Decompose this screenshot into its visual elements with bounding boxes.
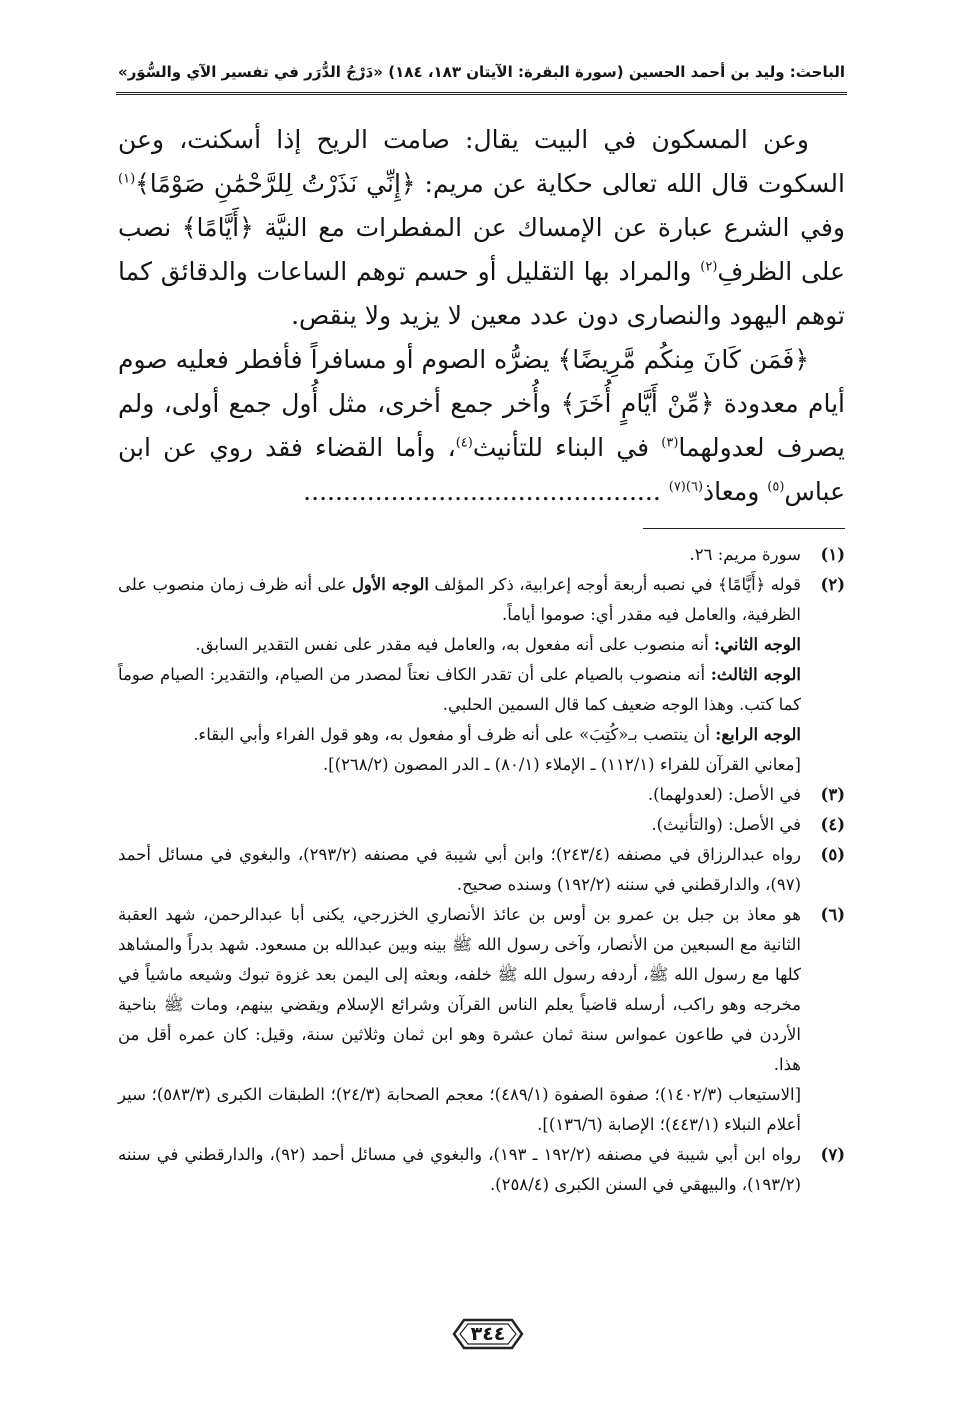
footnote-5 xyxy=(118,840,845,900)
footnote-text xyxy=(118,570,801,780)
header-divider xyxy=(116,92,847,98)
footnote-line: قوله ﴿أَيَّامًا﴾ في نصبه أربعة أوجه إعرابية، ذكر المؤلف الوجه الأول على أنه ظرف زمان منصوب على الظرفية، والعامل فيه مقدر أي: صوموا أياماً. xyxy=(118,575,801,624)
text-run: ، وأما القضاء فقد روي عن ابن عباس xyxy=(118,433,845,506)
footnote-4 xyxy=(118,810,845,840)
bold-term: الوجه الثاني: xyxy=(714,635,801,654)
quran-quote: ﴿أَيَّامًا﴾ xyxy=(181,213,254,242)
paragraph-1 xyxy=(118,118,845,338)
text-run: وعن المسكون في البيت يقال: صامت الريح إذا أسكنت، وعن السكوت قال الله تعالى حكاية عن مريم: xyxy=(118,125,845,198)
quran-quote: ﴿أَيَّامًا﴾ xyxy=(717,575,766,594)
text-run: وأُخر جمع أخرى، مثل أُول جمع أولى، ولم يصرف لعدولهما xyxy=(118,389,845,462)
footnote-ref[interactable]: (٤) xyxy=(455,435,473,451)
page-number: ٣٤٤ xyxy=(470,1323,506,1345)
text-run: وفي الشرع عبارة عن الإمساك عن المفطرات مع النيَّة xyxy=(253,213,846,242)
footnote-ref[interactable]: (٢) xyxy=(700,259,718,275)
text-run: في البناء للتأنيث xyxy=(472,433,662,462)
footnote-line: الوجه الثاني: أنه منصوب على أنه مفعول به، والعامل فيه مقدر على نفس التقدير السابق. xyxy=(195,635,801,654)
footnote-ref[interactable]: (٣) xyxy=(661,435,679,451)
header-surah: (سورة البقرة: الآيتان ١٨٣، ١٨٤) xyxy=(388,63,624,81)
footnote-7 xyxy=(118,1140,845,1200)
footnote-number: (١) xyxy=(820,545,845,564)
footnote-number: (٧) xyxy=(820,1145,845,1164)
footnote-ref[interactable]: (٧) xyxy=(668,479,686,495)
footnote-number: (٦) xyxy=(820,905,845,924)
bold-term: الوجه الأول xyxy=(351,575,429,594)
paragraph-2 xyxy=(118,338,845,514)
footnote-text: سورة مريم: ٢٦. xyxy=(689,545,801,564)
footnote-ref[interactable]: (١) xyxy=(118,171,136,187)
footnote-number: (٢) xyxy=(820,575,845,594)
footnote-line: الوجه الثالث: أنه منصوب بالصيام على أن تقدر الكاف نعتاً لمصدر من الصيام، والتقدير: الصيام صوماً كما كتب. وهذا الوجه ضعيف كما قال السمين الحلبي. xyxy=(118,665,801,714)
main-text xyxy=(118,118,845,514)
footnote-line: الوجه الرابع: أن ينتصب بـ«كُتِبَ» على أنه ظرف أو مفعول به، وهو قول الفراء وأبي البقاء. xyxy=(193,725,801,744)
footnotes xyxy=(118,540,845,1200)
text-run: نصب على الظرفِ xyxy=(118,213,845,286)
quran-quote: ﴿مِّنْ أَيَّامٍ أُخَرَ﴾ xyxy=(560,389,715,418)
footnote-number: (٥) xyxy=(820,845,845,864)
running-header xyxy=(118,52,845,92)
footnote-text: في الأصل: (والتأنيث). xyxy=(651,815,801,834)
footnote-3 xyxy=(118,780,845,810)
footnote-ref[interactable]: (٥) xyxy=(767,479,785,495)
text-run: والمراد بها التقليل أو حسم توهم الساعات والدقائق كما توهم اليهود والنصارى دون عدد معين لا يزيد ولا ينقص. xyxy=(118,257,845,330)
footnote-refs: [معاني القرآن للفراء (١١٢/١) ـ الإملاء (٨٠/١) ـ الدر المصون (٢٦٨/٢)]. xyxy=(322,755,801,774)
text-run: يضرُّه الصوم أو مسافراً فأفطر فعليه صوم أيام معدودة xyxy=(118,345,845,418)
footnote-number: (٣) xyxy=(820,785,845,804)
footnote-separator xyxy=(643,528,845,529)
header-author: الباحث: وليد بن أحمد الحسين xyxy=(628,63,845,81)
footnote-1 xyxy=(118,540,845,570)
text-run: ومعاذ xyxy=(703,477,768,506)
footnote-text xyxy=(118,900,801,1140)
bold-term: الوجه الرابع: xyxy=(715,725,801,744)
footnote-text: رواه ابن أبي شيبة في مصنفه (١٩٢/٢ ـ ١٩٣)، والبغوي في مسائل أحمد (٩٢)، والدارقطني في سننه (١٩٣/٢)، والبيهقي في السنن الكبرى (٢٥٨/٤). xyxy=(118,1145,802,1194)
footnote-2 xyxy=(118,570,845,780)
footnote-text: في الأصل: (لعدولهما). xyxy=(647,785,801,804)
footnote-ref[interactable]: (٦) xyxy=(685,479,704,495)
bold-term: الوجه الثالث: xyxy=(710,665,801,684)
quran-quote: ﴿إِنِّي نَذَرْتُ لِلرَّحْمَٰنِ صَوْمًا﴾ xyxy=(135,169,416,198)
page-number-ornament xyxy=(448,1314,528,1354)
footnote-text: رواه عبدالرزاق في مصنفه (٢٤٣/٤)؛ وابن أبي شيبة في مصنفه (٢٩٣/٢)، والبغوي في مسائل أحمد (٩٧)، والدارقطني في سننه (١٩٢/٢) وسنده صحيح. xyxy=(118,845,802,894)
header-book-title: «دَرْجُ الدُّرَر في تفسير الآي والسُّوَر» xyxy=(118,63,383,81)
quran-quote: ﴿فَمَن كَانَ مِنكُم مَّرِيضًا﴾ xyxy=(557,345,809,374)
footnote-6 xyxy=(118,900,845,1140)
footnote-number: (٤) xyxy=(820,815,845,834)
footnote-refs: [الاستيعاب (١٤٠٢/٣)؛ صفوة الصفوة (٤٨٩/١)؛ معجم الصحابة (٢٤/٣)؛ الطبقات الكبرى (٥٨٣/٣)؛ سير أعلام النبلاء (٤٤٣/١)؛ الإصابة (١٣٦/٦)]. xyxy=(118,1085,802,1134)
continuation-dots: ............................................. xyxy=(303,477,669,506)
footnote-line: هو معاذ بن جبل بن عمرو بن أوس بن عائذ الأنصاري الخزرجي، يكنى أبا عبدالرحمن، شهد العقبة الثانية مع السبعين من الأنصار، وآخى رسول الله ﷺ بينه وبين عبدالله بن مسعود. شهد بدراً والمشاهد كلها مع رسول الله ﷺ، أردفه رسول الله ﷺ خلفه، وبعثه إلى اليمن بعد غزوة تبوك وشيعه ماشياً في مخرجه وهو راكب، أرسله قاضياً يعلم الناس القرآن وشرائع الإسلام ويقضي بينهم، ومات ﷺ بناحية الأردن في طاعون عمواس سنة ثمان عشرة وهو ابن ثمان وثلاثين سنة، وقيل: كان عمره أقل من هذا. xyxy=(118,905,801,1074)
